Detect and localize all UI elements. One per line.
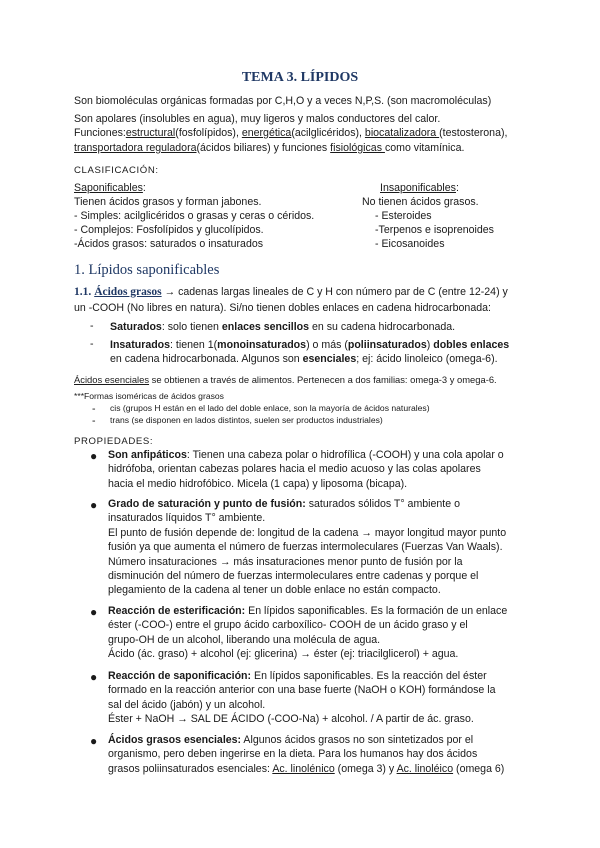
term: Saturados — [110, 321, 162, 333]
saponificables-title — [74, 181, 146, 195]
insaturados-item-line-1 — [110, 338, 509, 352]
acidos-esenciales-note — [74, 374, 497, 385]
line — [108, 497, 526, 511]
insaponificables-line: No tienen ácidos grasos. — [362, 196, 479, 208]
text: : — [142, 182, 146, 194]
saponificables-line: -Ácidos grasos: saturados o insaturados — [74, 238, 264, 250]
intro-line-4 — [74, 141, 464, 155]
saturados-item — [110, 320, 455, 334]
insaponificables-title — [380, 181, 459, 195]
text: (omega 6) — [453, 762, 505, 775]
line: éster (-COO-) entre el grupo ácido carboxílico- COOH de un ácido graso y el — [108, 619, 468, 632]
line: Número insaturaciones → más insaturaciones menor punto de fusión por la — [108, 555, 463, 568]
text: : — [455, 182, 459, 194]
insaponificables-line: - Esteroides — [375, 210, 432, 222]
text: ) o más ( — [306, 339, 348, 351]
propiedades-heading: PROPIEDADES: — [74, 436, 154, 447]
text: → cadenas largas lineales de C y H con número par de C (entre 12-24) y — [161, 286, 508, 298]
text: se obtienen a través de alimentos. Pertenecen a dos familias: omega-3 y omega-6. — [149, 374, 497, 385]
line — [108, 669, 526, 683]
text: Algunos ácidos grasos no son sintetizados por el — [241, 734, 474, 746]
underlined-term: Ácidos esenciales — [74, 374, 150, 385]
line — [108, 604, 526, 618]
underlined-term: Ac. linoléico — [396, 762, 454, 775]
bullet-icon: ● — [90, 498, 98, 512]
text: como vitamínica. — [384, 142, 465, 154]
bullet-icon: ● — [90, 449, 98, 463]
clasificacion-heading: CLASIFICACIÓN: — [74, 165, 159, 176]
acidos-grasos-line-1 — [74, 285, 508, 299]
intro-line-1: Son biomoléculas orgánicas formadas por C,H,O y a veces N,P,S. (son macromoléculas) — [74, 95, 492, 107]
line: organismo, pero deben ingerirse en la dieta. Para los humanos hay dos ácidos — [108, 748, 478, 761]
text: Saponificables — [74, 182, 143, 194]
term: Grado de saturación y punto de fusión: — [108, 498, 306, 510]
text: : solo tienen — [161, 321, 222, 333]
bullet-icon: ● — [90, 734, 98, 748]
term: monoinsaturados — [217, 339, 307, 351]
underlined-term: estructural — [125, 127, 176, 139]
propiedad-saturacion — [108, 497, 526, 598]
underlined-term: biocatalizadora — [364, 127, 440, 139]
text: en su cadena hidrocarbonada. — [309, 321, 456, 333]
term: Reacción de esterificación: — [108, 605, 246, 617]
propiedad-esterificacion — [108, 604, 526, 662]
dash-bullet: - — [90, 338, 94, 350]
text: ; ej: ácido linoleico (omega-6). — [356, 353, 498, 365]
dash-bullet: - — [92, 403, 96, 415]
dash-bullet: - — [92, 415, 96, 427]
text: grasos poliinsaturados esenciales: — [108, 762, 273, 775]
text: (fosfolípidos), — [175, 127, 242, 139]
underlined-term: fisiológicas — [330, 142, 385, 154]
text: saturados sólidos T° ambiente o — [305, 498, 460, 510]
propiedad-acidos-esenciales — [108, 733, 526, 776]
text: : tienen 1( — [170, 339, 218, 351]
saponificables-line: - Complejos: Fosfolípidos y glucolípidos. — [74, 224, 264, 236]
forma-cis: cis (grupos H están en el lado del doble enlace, son la mayoría de ácidos naturales) — [110, 403, 430, 413]
intro-line-3 — [74, 126, 507, 140]
underlined-term: Ac. linolénico — [272, 762, 335, 775]
term: Ácidos grasos esenciales: — [108, 734, 242, 746]
line: grupo-OH de un alcohol, liberando una molécula de agua. — [108, 633, 381, 646]
insaponificables-line: - Eicosanoides — [375, 238, 445, 250]
bullet-icon: ● — [90, 605, 98, 619]
line — [108, 448, 526, 462]
saponificables-line: Tienen ácidos grasos y forman jabones. — [74, 196, 262, 208]
page-title: TEMA 3. LÍPIDOS — [241, 70, 359, 85]
section-1-heading: 1. Lípidos saponificables — [74, 262, 220, 278]
propiedad-anfipaticos — [108, 448, 526, 491]
term: Insaturados — [110, 339, 171, 351]
line — [108, 762, 526, 776]
text: Insaponificables — [380, 182, 456, 194]
line: El punto de fusión depende de: longitud de la cadena → mayor longitud mayor punto — [108, 526, 507, 539]
text: En lípidos saponificables. Es la formación de un enlace — [245, 605, 508, 617]
text: En lípidos saponificables. Es la reacción del éster — [251, 670, 487, 682]
term: enlaces sencillos — [221, 321, 310, 333]
line: insaturados líquidos T° ambiente. — [108, 512, 266, 525]
text: en cadena hidrocarbonada. Algunos son — [110, 353, 303, 365]
line: plegamiento de la cadena al tener un doble enlace no están compacto. — [108, 584, 441, 597]
intro-line-2: Son apolares (insolubles en agua), muy ligeros y malos conductores del calor. — [74, 113, 441, 125]
underlined-term: energética — [241, 127, 292, 139]
term: Reacción de saponificación: — [108, 670, 252, 682]
underlined-term: transportadora reguladora — [74, 142, 197, 154]
term: dobles enlaces — [433, 339, 510, 351]
line: fusión ya que aumenta el número de fuerzas intermoleculares (Fuerzas Van Waals). — [108, 541, 503, 554]
text: (testosterona), — [439, 127, 508, 139]
text: (omega 3) y — [334, 762, 397, 775]
bullet-icon: ● — [90, 670, 98, 684]
forma-trans: trans (se disponen en lados distintos, suelen ser productos industriales) — [110, 415, 383, 425]
subsection-number: 1.1. — [74, 286, 92, 298]
term: esenciales — [302, 353, 357, 365]
insaponificables-line: -Terpenos e isoprenoides — [375, 224, 494, 236]
acidos-grasos-line-2: un -COOH (No libres en natura). Si/no tienen dobles enlaces en cadena hidrocarbonada: — [74, 302, 491, 314]
formas-isomericas-title: ***Formas isoméricas de ácidos grasos — [74, 391, 224, 401]
text: : Tienen una cabeza polar o hidrofílica (-COOH) y una cola apolar o — [186, 449, 504, 461]
line: Ácido (ác. graso) + alcohol (ej: glicerina) → éster (ej: triacilglicerol) + agua. — [108, 648, 459, 661]
term: Son anfipáticos — [108, 449, 187, 461]
insaturados-item-line-2 — [110, 352, 498, 366]
text: Funciones: — [74, 127, 126, 139]
term: poliinsaturados — [347, 339, 427, 351]
saponificables-line: - Simples: acilglicéridos o grasas y ceras o céridos. — [74, 210, 315, 222]
line — [108, 733, 526, 747]
line: Éster + NaOH → SAL DE ÁCIDO (-COO-Na) + alcohol. / A partir de ác. graso. — [108, 713, 474, 726]
propiedad-saponificacion — [108, 669, 526, 727]
line: sal del ácido (jabón) y un alcohol. — [108, 698, 266, 711]
dash-bullet: - — [90, 320, 94, 332]
subsection-title: Ácidos grasos — [94, 286, 162, 298]
line: formado en la reacción anterior con una base fuerte (NaOH o KOH) formándose la — [108, 684, 496, 697]
line: hidrófoba, orientan cabezas polares hacia el medio acuoso y las colas apolares — [108, 463, 481, 476]
line: disminución del número de fuerzas intermoleculares entre cadenas y porque el — [108, 570, 479, 583]
text: (ácidos biliares) y funciones — [196, 142, 331, 154]
text: (acilglicéridos), — [291, 127, 365, 139]
line: hacia el medio hidrofóbico. Micela (1 capa) y liposoma (bicapa). — [108, 477, 408, 490]
text: ) — [426, 339, 434, 351]
